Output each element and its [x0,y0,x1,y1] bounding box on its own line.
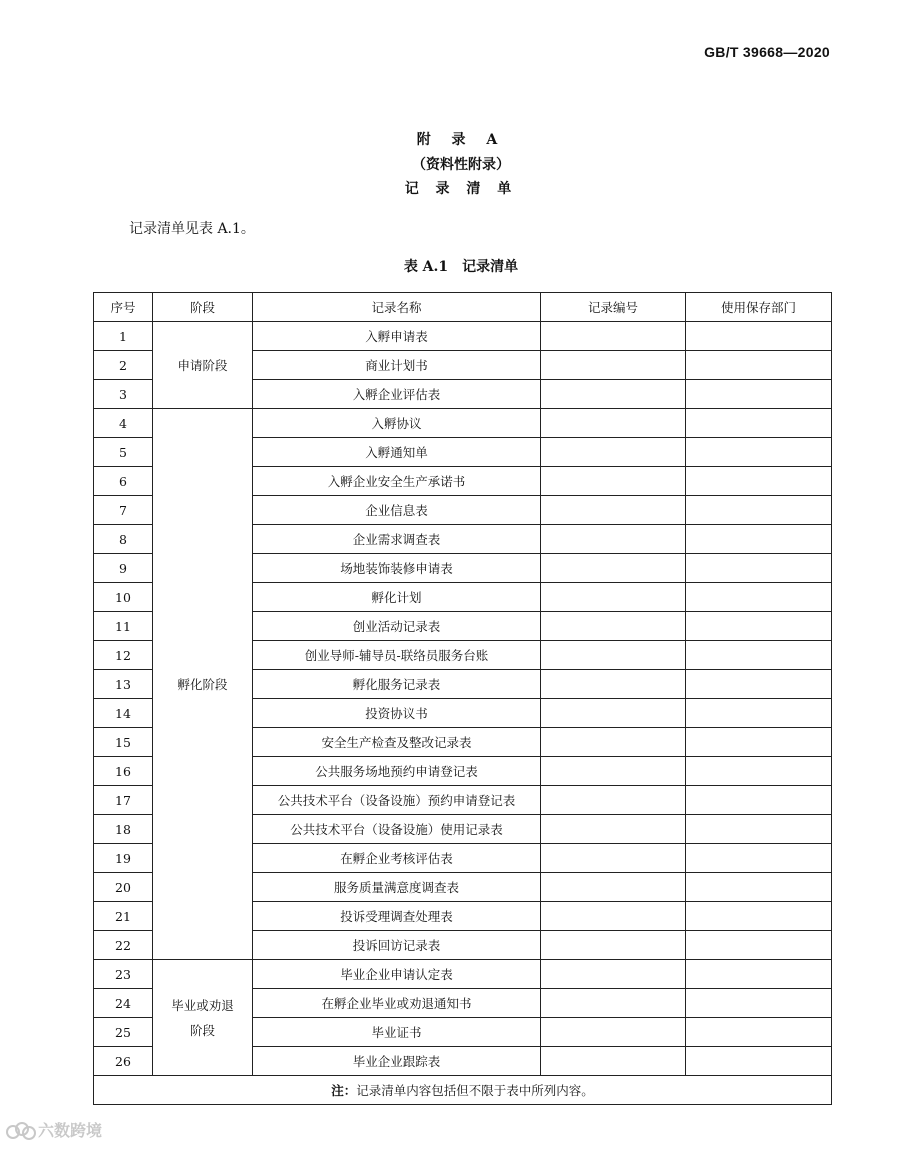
row-no: 12 [94,641,153,670]
table-row [94,322,832,351]
row-name: 入孵企业安全生产承诺书 [253,467,541,496]
row-dept-cell [686,351,832,380]
row-dept-cell [686,554,832,583]
row-no: 16 [94,757,153,786]
row-no: 2 [94,351,153,380]
row-dept-cell [686,728,832,757]
row-name: 孵化服务记录表 [253,670,541,699]
row-no: 24 [94,989,153,1018]
row-dept-cell [686,960,832,989]
row-dept-cell [686,786,832,815]
row-no: 14 [94,699,153,728]
row-dept-cell [686,322,832,351]
watermark [6,1118,102,1141]
row-dept-cell [686,757,832,786]
row-name: 服务质量满意度调查表 [253,873,541,902]
header-record-name: 记录名称 [253,293,541,322]
row-no: 10 [94,583,153,612]
row-dept-cell [686,1047,832,1076]
row-no: 18 [94,815,153,844]
row-name: 投诉受理调查处理表 [253,902,541,931]
row-name: 毕业证书 [253,1018,541,1047]
row-no: 15 [94,728,153,757]
header-no: 序号 [94,293,153,322]
row-dept-cell [686,931,832,960]
row-number-cell [541,786,686,815]
row-no: 19 [94,844,153,873]
row-no: 20 [94,873,153,902]
row-number-cell [541,670,686,699]
stage-cell: 毕业或劝退阶段 [153,960,253,1076]
row-number-cell [541,380,686,409]
row-name: 入孵申请表 [253,322,541,351]
row-dept-cell [686,438,832,467]
row-name: 入孵通知单 [253,438,541,467]
table-note [94,1076,832,1105]
row-dept-cell [686,641,832,670]
row-no: 26 [94,1047,153,1076]
row-dept-cell [686,525,832,554]
note-text: 记录清单内容包括但不限于表中所列内容。 [356,1083,594,1098]
row-number-cell [541,757,686,786]
row-dept-cell [686,583,832,612]
row-no: 7 [94,496,153,525]
row-name: 安全生产检查及整改记录表 [253,728,541,757]
row-name: 入孵协议 [253,409,541,438]
row-no: 11 [94,612,153,641]
row-name: 场地装饰装修申请表 [253,554,541,583]
row-dept-cell [686,815,832,844]
appendix-name: 记 录 清 单 [404,181,518,197]
table-header-row [94,293,832,322]
row-number-cell [541,583,686,612]
note-label: 注： [331,1083,357,1098]
row-name: 商业计划书 [253,351,541,380]
watermark-text: 六数跨境 [38,1121,103,1140]
row-dept-cell [686,467,832,496]
row-number-cell [541,351,686,380]
row-number-cell [541,815,686,844]
table-row [94,960,832,989]
row-no: 8 [94,525,153,554]
row-dept-cell [686,844,832,873]
standard-code: GB/T 39668—2020 [704,44,830,60]
row-name: 入孵企业评估表 [253,380,541,409]
row-no: 22 [94,931,153,960]
row-no: 9 [94,554,153,583]
row-name: 创业导师-辅导员-联络员服务台账 [253,641,541,670]
table-caption: 表 A.1 记录清单 [403,259,519,275]
row-name: 毕业企业申请认定表 [253,960,541,989]
row-dept-cell [686,612,832,641]
row-number-cell [541,902,686,931]
row-no: 6 [94,467,153,496]
row-name: 孵化计划 [253,583,541,612]
stage-cell: 申请阶段 [153,322,253,409]
row-number-cell [541,1047,686,1076]
row-name: 企业需求调查表 [253,525,541,554]
row-number-cell [541,496,686,525]
header-department: 使用保存部门 [686,293,832,322]
row-name: 企业信息表 [253,496,541,525]
row-name: 投资协议书 [253,699,541,728]
intro-text: 记录清单见表 A.1。 [129,221,255,237]
row-number-cell [541,728,686,757]
table-row [94,409,832,438]
row-number-cell [541,960,686,989]
row-no: 5 [94,438,153,467]
row-name: 在孵企业考核评估表 [253,844,541,873]
row-no: 23 [94,960,153,989]
row-no: 17 [94,786,153,815]
row-name: 公共技术平台（设备设施）使用记录表 [253,815,541,844]
row-number-cell [541,699,686,728]
row-number-cell [541,409,686,438]
appendix-title: 附 录 A [416,132,506,148]
appendix-subtitle: （资料性附录） [412,157,510,173]
row-number-cell [541,873,686,902]
row-number-cell [541,989,686,1018]
header-stage: 阶段 [153,293,253,322]
row-name: 创业活动记录表 [253,612,541,641]
row-no: 13 [94,670,153,699]
header-record-number: 记录编号 [541,293,686,322]
row-dept-cell [686,1018,832,1047]
row-number-cell [541,554,686,583]
row-dept-cell [686,380,832,409]
row-dept-cell [686,496,832,525]
row-number-cell [541,1018,686,1047]
row-number-cell [541,641,686,670]
row-name: 公共服务场地预约申请登记表 [253,757,541,786]
row-number-cell [541,844,686,873]
row-number-cell [541,931,686,960]
watermark-logo-icon [6,1122,34,1138]
row-number-cell [541,438,686,467]
row-no: 4 [94,409,153,438]
row-name: 公共技术平台（设备设施）预约申请登记表 [253,786,541,815]
row-dept-cell [686,409,832,438]
row-name: 投诉回访记录表 [253,931,541,960]
row-number-cell [541,467,686,496]
row-no: 25 [94,1018,153,1047]
row-dept-cell [686,989,832,1018]
stage-cell: 孵化阶段 [153,409,253,960]
row-dept-cell [686,699,832,728]
row-dept-cell [686,902,832,931]
row-number-cell [541,612,686,641]
row-name: 毕业企业跟踪表 [253,1047,541,1076]
row-number-cell [541,525,686,554]
records-table [93,292,832,1105]
row-name: 在孵企业毕业或劝退通知书 [253,989,541,1018]
row-no: 1 [94,322,153,351]
row-dept-cell [686,670,832,699]
row-no: 21 [94,902,153,931]
row-dept-cell [686,873,832,902]
row-number-cell [541,322,686,351]
row-no: 3 [94,380,153,409]
table-note-row [94,1076,832,1105]
